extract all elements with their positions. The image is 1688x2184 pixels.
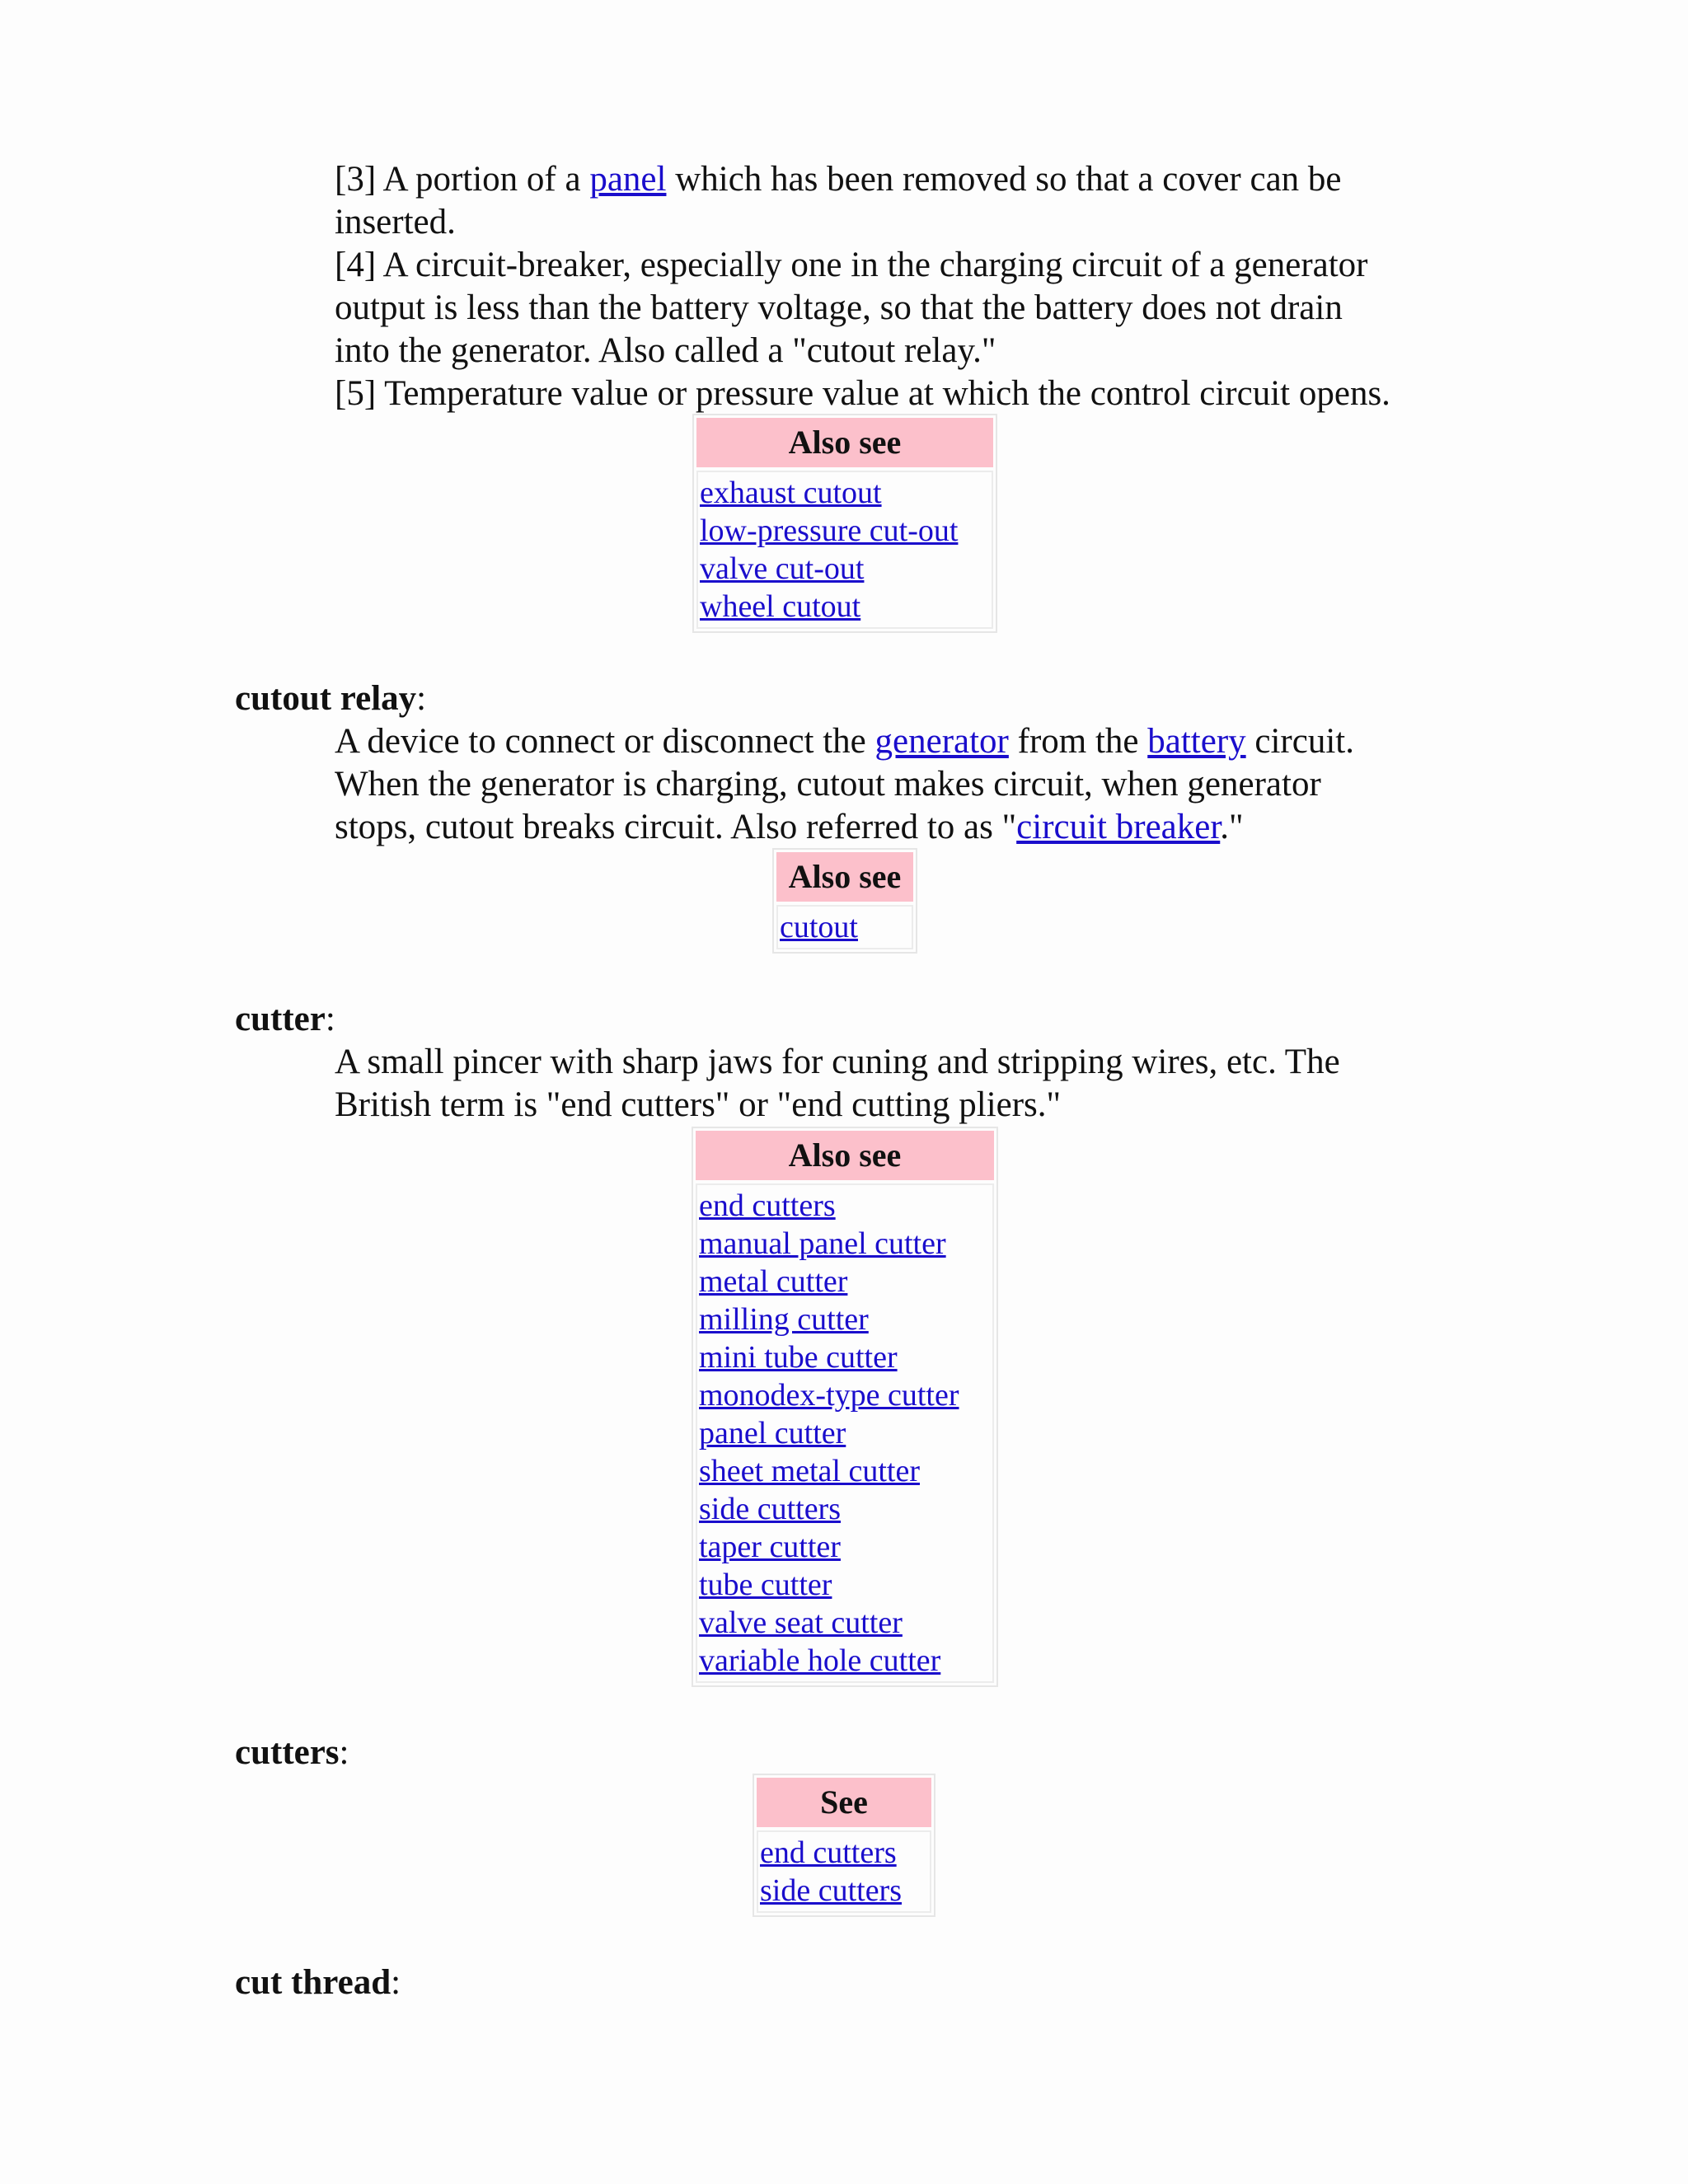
definition-line: A small pincer with sharp jaws for cuning and stripping wires, etc. The	[335, 1043, 1340, 1081]
also-see-list	[696, 1183, 994, 1683]
link-exhaust-cutout[interactable]: exhaust cutout	[700, 476, 882, 510]
definition-line: [4] A circuit-breaker, especially one in the charging circuit of a generator	[335, 246, 1368, 284]
link-milling-cutter[interactable]: milling cutter	[699, 1302, 869, 1337]
link-valve-seat-cutter[interactable]: valve seat cutter	[699, 1605, 903, 1640]
link-battery[interactable]: battery	[1147, 722, 1246, 761]
link-variable-hole-cutter[interactable]: variable hole cutter	[699, 1643, 941, 1678]
link-panel-cutter[interactable]: panel cutter	[699, 1416, 846, 1451]
definition-line: British term is "end cutters" or "end cutting pliers."	[335, 1085, 1062, 1124]
link-generator[interactable]: generator	[874, 722, 1009, 761]
link-monodex-type-cutter[interactable]: monodex-type cutter	[699, 1378, 959, 1413]
definition-line: A device to connect or disconnect the generator from the battery circuit.	[335, 722, 1354, 761]
definition-line: stops, cutout breaks circuit. Also referred to as "circuit breaker."	[335, 808, 1244, 846]
link-taper-cutter[interactable]: taper cutter	[699, 1530, 841, 1564]
link-tube-cutter[interactable]: tube cutter	[699, 1568, 832, 1602]
entry-term-cutout-relay: cutout relay:	[235, 679, 427, 718]
link-valve-cut-out[interactable]: valve cut-out	[700, 551, 865, 586]
see-heading: See	[757, 1778, 931, 1827]
definition-line: output is less than the battery voltage, so that the battery does not drain	[335, 288, 1343, 327]
link-circuit-breaker[interactable]: circuit breaker	[1016, 808, 1221, 846]
definition-text	[335, 1041, 1472, 1127]
also-see-heading: Also see	[776, 852, 913, 902]
definition-line: [5] Temperature value or pressure value at which the control circuit opens.	[335, 374, 1390, 413]
link-side-cutters[interactable]: side cutters	[760, 1873, 903, 1908]
also-see-list	[776, 905, 913, 949]
definition-line: inserted.	[335, 203, 456, 241]
entry-term-cutters: cutters:	[235, 1733, 349, 1772]
also-see-heading: Also see	[696, 418, 993, 467]
link-wheel-cutout[interactable]: wheel cutout	[700, 589, 861, 624]
also-see-box	[692, 1127, 998, 1687]
link-manual-panel-cutter[interactable]: manual panel cutter	[699, 1226, 946, 1261]
link-low-pressure-cut-out[interactable]: low-pressure cut-out	[700, 513, 959, 548]
see-box	[753, 1774, 935, 1917]
link-end-cutters[interactable]: end cutters	[699, 1188, 836, 1223]
definition-line: [3] A portion of a panel which has been removed so that a cover can be	[335, 160, 1342, 199]
entry-term-cut-thread: cut thread:	[235, 1963, 401, 2002]
link-cutout[interactable]: cutout	[780, 910, 858, 944]
link-panel[interactable]: panel	[589, 160, 667, 199]
also-see-list	[696, 471, 993, 629]
also-see-box	[692, 414, 997, 633]
also-see-box	[772, 848, 917, 954]
link-sheet-metal-cutter[interactable]: sheet metal cutter	[699, 1454, 920, 1488]
also-see-heading: Also see	[696, 1131, 994, 1180]
definition-line: When the generator is charging, cutout makes circuit, when generator	[335, 765, 1321, 804]
entry-term-cutter: cutter:	[235, 1000, 335, 1038]
definition-text	[335, 158, 1472, 415]
link-end-cutters[interactable]: end cutters	[760, 1835, 897, 1870]
definition-line: into the generator. Also called a "cutout relay."	[335, 331, 996, 370]
definition-text	[335, 720, 1472, 849]
link-mini-tube-cutter[interactable]: mini tube cutter	[699, 1340, 898, 1375]
link-metal-cutter[interactable]: metal cutter	[699, 1264, 848, 1299]
see-list	[757, 1830, 931, 1913]
link-side-cutters[interactable]: side cutters	[699, 1492, 842, 1526]
